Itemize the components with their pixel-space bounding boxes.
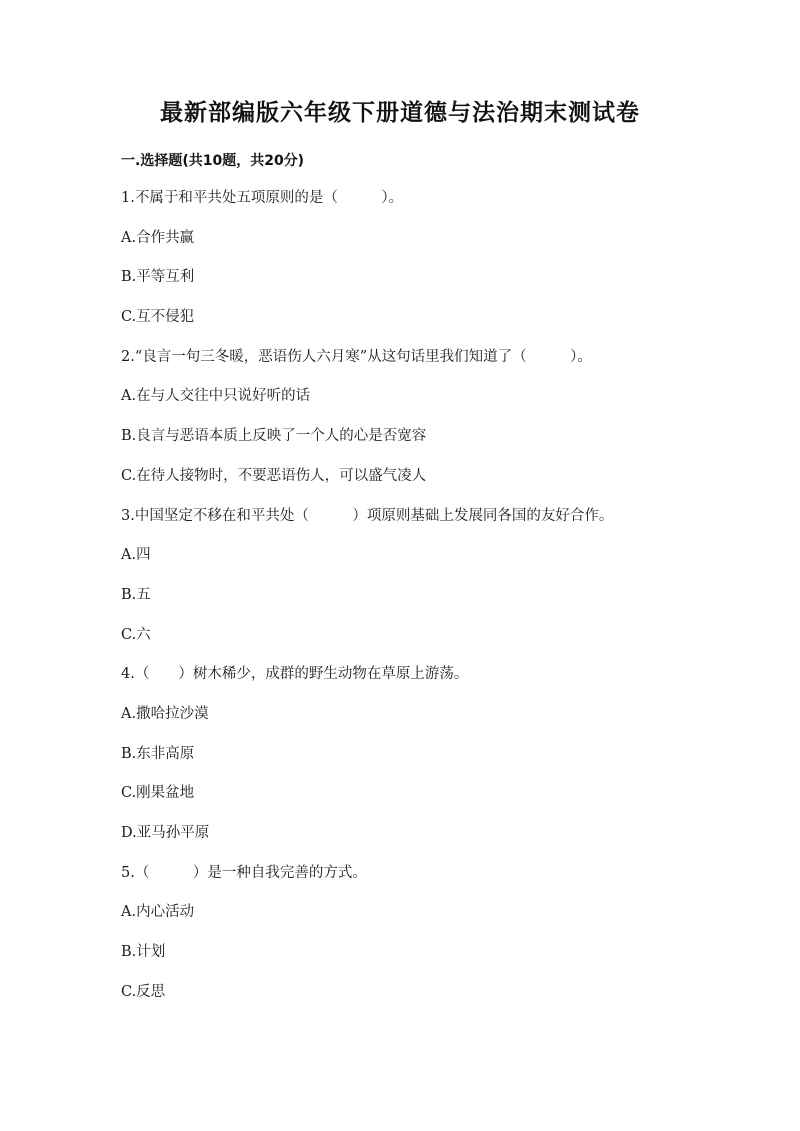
option-a: A.四: [121, 547, 151, 564]
question-3: [121, 504, 741, 663]
option-b: B.良言与恶语本质上反映了一个人的心是否宽容: [121, 428, 427, 445]
question-5: [121, 861, 741, 1020]
question-stem: 2.“良言一句三冬暖，恶语伤人六月寒”从这句话里我们知道了（ ）。: [121, 348, 592, 365]
question-stem: 5.（ ）是一种自我完善的方式。: [121, 864, 367, 881]
option-a: A.内心活动: [121, 904, 195, 921]
question-1: [121, 186, 741, 345]
question-stem: 3.中国坚定不移在和平共处（ ）项原则基础上发展同各国的友好合作。: [121, 507, 614, 524]
question-stem: 1.不属于和平共处五项原则的是（ ）。: [121, 190, 404, 206]
option-a: A.合作共赢: [121, 229, 195, 246]
option-c: C.互不侵犯: [121, 309, 195, 326]
question-stem: 4.（ ）树木稀少，成群的野生动物在草原上游荡。: [121, 666, 469, 683]
option-b: B.东非高原: [121, 745, 195, 762]
section-header: 一.选择题(共10题，共20分): [121, 153, 305, 169]
option-c: C.在待人接物时，不要恶语伤人，可以盛气凌人: [121, 467, 427, 484]
option-b: B.平等互利: [121, 269, 195, 286]
option-c: C.六: [121, 626, 151, 643]
option-a: A.撒哈拉沙漠: [121, 705, 209, 722]
option-c: C.反思: [121, 983, 166, 1000]
option-b: B.计划: [121, 944, 166, 961]
question-2: [121, 345, 741, 504]
question-list: [121, 186, 741, 1019]
option-b: B.五: [121, 586, 151, 603]
page-title: 最新部编版六年级下册道德与法治期末测试卷: [160, 100, 640, 126]
option-c: C.刚果盆地: [121, 785, 195, 802]
option-a: A.在与人交往中只说好听的话: [121, 388, 311, 405]
option-d: D.亚马孙平原: [121, 825, 210, 841]
question-4: [121, 662, 741, 860]
